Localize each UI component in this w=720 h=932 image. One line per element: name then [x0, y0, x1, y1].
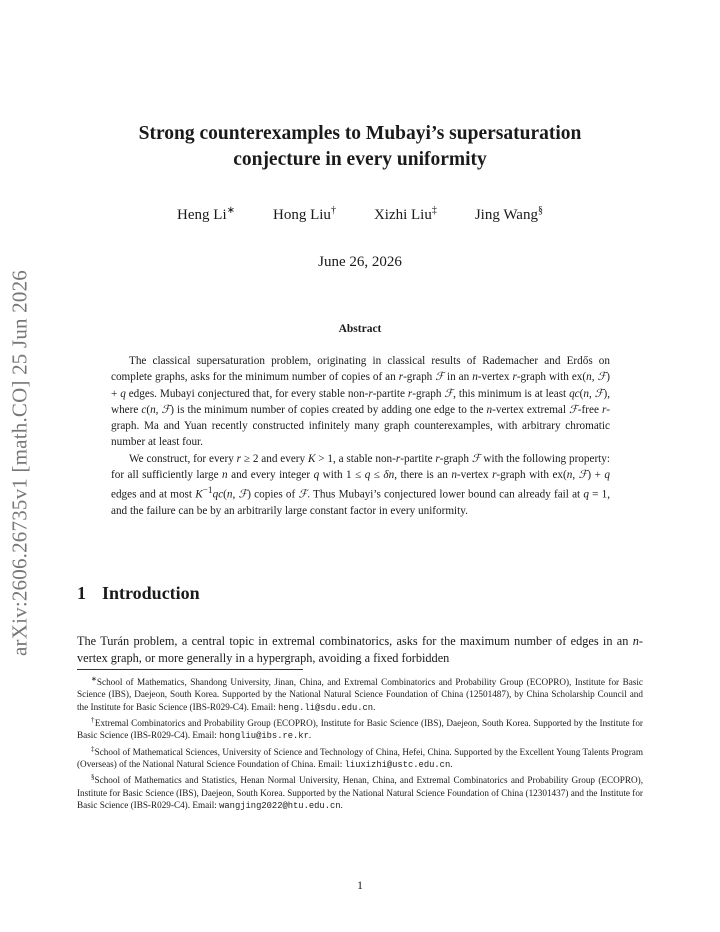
footnote-rule [77, 669, 303, 670]
author-list [100, 205, 620, 224]
paper-title [90, 121, 630, 173]
footnotes [77, 673, 643, 812]
email-link[interactable]: wangjing2022@htu.edu.cn [219, 800, 341, 811]
author: Hong Liu† [273, 205, 336, 223]
section-heading [77, 583, 200, 604]
abstract-paragraph-1: The classical supersaturation problem, originating in classical results of Rademacher and Erdős on complete graphs, asks for the minimum number of copies of an r-graph ℱ in an n-vertex r-graph with ex(n, ℱ) + q edges. Mubayi conjectured that, for every stable non-r-partite r-graph ℱ, this minimum is at least qc(n, ℱ), where c(n, ℱ) is the minimum number of copies created by adding one edge to the n-vertex extremal ℱ-free r-graph. Ma and Yuan recently constructed infinitely many graph counterexamples, with arbitrary chromatic number at least four. [111, 355, 611, 449]
arxiv-identifier: arXiv:2606.26735v1 [math.CO] 25 Jun 2026 [7, 270, 32, 656]
page-number: 1 [357, 878, 363, 892]
abstract-heading: Abstract [338, 323, 382, 335]
author: Jing Wang§ [474, 205, 543, 223]
introduction-paragraph: The Turán problem, a central topic in extremal combinatorics, asks for the maximum number of edges in an n-vertex graph, or more generally in a hypergraph, avoiding a fixed forbidden [77, 634, 643, 665]
email-link[interactable]: liuxizhi@ustc.edu.cn [344, 759, 451, 770]
title-line-1: Strong counterexamples to Mubayi’s supersaturation [138, 123, 582, 144]
paper-date: June 26, 2026 [318, 254, 402, 270]
abstract-paragraph-2: We construct, for every r ≥ 2 and every K > 1, a stable non-r-partite r-graph ℱ with the following property: for all sufficiently large n and every integer q with 1 ≤ q ≤ δn, there is an n-vertex r-graph with ex(n, ℱ) + q edges and at most $K^{-1}qc(n$, ℱ) copies of ℱ. Thus Mubayi’s conjectured lower bound can already fail at q = 1, and the failure can be by an arbitrarily large constant factor in every uniformity. [111, 452, 611, 518]
title-line-2: conjecture in every uniformity [233, 149, 487, 170]
footnote-xizhi-liu: ‡School of Mathematical Sciences, University of Science and Technology of China, Hefei, China. Supported by the Excellent Young Talents Program (Overseas) of the National Natural Science Foundation of China. Email: liuxizhi@ustc.edu.cn. [77, 744, 643, 770]
footnote-heng-li: ∗School of Mathematics, Shandong University, Jinan, China, and Extremal Combinatorics and Probability Group (ECOPRO), Institute for Basic Science (IBS), Daejeon, South Korea. Supported by the National Natural Science Foundation of China (12501487), by China Scholarship Council and the Institute for Basic Science (IBS-R029-C4). Email: heng.li@sdu.edu.cn. [77, 675, 643, 713]
abstract-body [111, 353, 610, 520]
email-link[interactable]: heng.li@sdu.edu.cn [278, 702, 374, 713]
author: Xizhi Liu‡ [373, 205, 437, 223]
email-link[interactable]: hongliu@ibs.re.kr [219, 731, 309, 742]
section-title: Introduction [102, 583, 200, 603]
footnote-hong-liu: †Extremal Combinatorics and Probability Group (ECOPRO), Institute for Basic Science (IBS), Daejeon, South Korea. Supported by the Institute for Basic Science (IBS-R029-C4). Email: hongliu@ibs.re.kr. [77, 715, 643, 742]
author: Heng Li∗ [177, 205, 236, 223]
footnote-jing-wang: §School of Mathematics and Statistics, Henan Normal University, Henan, China, and Extremal Combinatorics and Probability Group (ECOPRO), Institute for Basic Science (IBS), Daejeon, South Korea. Supported by the National Natural Science Foundation of China (12301437) and the Institute for Basic Science (IBS-R029-C4). Email: wangjing2022@htu.edu.cn. [77, 773, 643, 811]
section-number: 1 [77, 583, 86, 603]
